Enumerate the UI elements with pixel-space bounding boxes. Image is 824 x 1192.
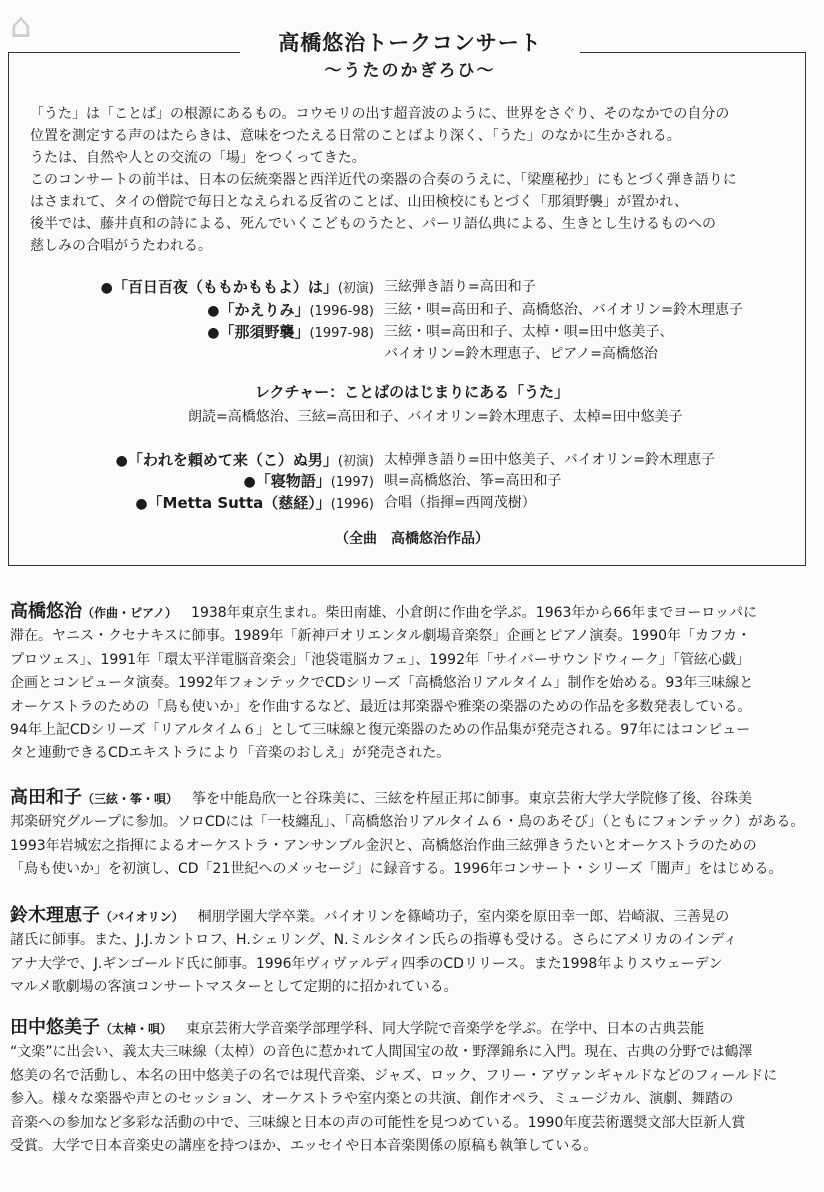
bio-line bbox=[10, 904, 815, 929]
bullet-icon: ● bbox=[243, 474, 256, 490]
decorative-logo-icon: ⌂ bbox=[10, 6, 32, 46]
bio-line: 邦楽研究グループに参加。ソロCDには「一枝纏乱」、「高橋悠治リアルタイム６・鳥のあそび」（ともにフォンテック）がある。 bbox=[10, 814, 805, 831]
bio-line bbox=[10, 786, 815, 811]
bio-name: 鈴木理恵子 bbox=[10, 905, 100, 926]
intro-line: 「うた」は「ことば」の根源にあるもの。コウモリの出す超音波のように、世界をさぐり、そのなかでの自分の bbox=[30, 106, 730, 122]
bio-line: 企画とコンピュータ演奏。1992年フォンテックでCDシリーズ「高橋悠治リアルタイム」制作を始める。93年三味線と bbox=[10, 675, 754, 692]
bio-text: 1938年東京生まれ。柴田南雄、小倉朗に作曲を学ぶ。1963年から66年までヨーロッパに bbox=[191, 605, 757, 621]
bio-role: （太棹・唄） bbox=[100, 1022, 173, 1036]
intro-text bbox=[30, 103, 790, 257]
work-title: 「寝物語」 bbox=[255, 472, 331, 490]
lecture-title: ：ことばのはじまりにある「うた」 bbox=[329, 383, 570, 401]
bio-name: 田中悠美子 bbox=[10, 1017, 100, 1038]
all-works-note: （全曲 高橋悠治作品） bbox=[335, 531, 489, 547]
bio-name: 高田和子 bbox=[10, 787, 82, 808]
performers: 合唱（指揮=西岡茂樹） bbox=[384, 495, 536, 511]
bio-line bbox=[10, 600, 815, 625]
bio-line: 94年上記CDシリーズ「リアルタイム６」として三味線と復元楽器のための作品集が発売される。97年にはコンピュー bbox=[10, 722, 751, 739]
work-note: (初演) bbox=[337, 281, 374, 296]
program-item bbox=[135, 492, 374, 516]
work-title: 「われを頼めて来（こ）ぬ男」 bbox=[127, 451, 338, 469]
bio-name: 高橋悠治 bbox=[10, 601, 82, 622]
work-title: 「那須野襲」 bbox=[219, 323, 310, 341]
bullet-icon: ● bbox=[100, 280, 113, 296]
bio-line: 受賞。大学で日本音楽史の講座を持つほか、エッセイや日本音楽関係の原稿も執筆している。 bbox=[10, 1138, 598, 1155]
program-item bbox=[207, 321, 374, 345]
bio-text: 桐朋学園大学卒業。バイオリンを篠崎功子，室内楽を原田幸一郎、岩崎淑、三善晃の bbox=[197, 909, 730, 925]
bio-tanaka bbox=[10, 1016, 815, 1158]
intro-line: うたは、自然や人との交流の「場」をつくってきた。 bbox=[30, 150, 366, 166]
bio-line: タと連動できるCDエキストラにより「音楽のおしえ」が発売された。 bbox=[10, 745, 451, 762]
work-title: 「かえりみ」 bbox=[219, 301, 310, 319]
concert-subtitle: ～うたのかぎろひ～ bbox=[324, 61, 496, 81]
intro-line: 位置を測定する声のはたらきは、意味をつたえる日常のことばより深く、「うた」のなかに生かされる。 bbox=[30, 128, 681, 144]
performers: バイオリン=鈴木理恵子、ピアノ=高橋悠治 bbox=[384, 346, 658, 362]
bio-line: オーケストラのための「鳥も使いか」を作曲するなど、最近は邦楽器や雅楽の楽器のための作品を多数発表している。 bbox=[10, 698, 752, 715]
performers: 三絃・唄=高田和子、高橋悠治、バイオリン=鈴木理恵子 bbox=[384, 302, 744, 318]
bio-takada bbox=[10, 786, 815, 882]
bio-line: 悠美の名で活動し、本名の田中悠美子の名では現代音楽、ジャズ、ロック、フリー・アヴァンギャルドなどのフィールドに bbox=[10, 1067, 778, 1084]
program-item bbox=[207, 299, 374, 323]
bio-line: 1993年岩城宏之指揮によるオーケストラ・アンサンブル金沢と、高橋悠治作曲三絃弾きうたいとオーケストラのための bbox=[10, 837, 757, 854]
bio-role: （作曲・ピアノ） bbox=[82, 606, 178, 620]
performers: 三絃弾き語り=高田和子 bbox=[384, 279, 536, 295]
program-item bbox=[244, 470, 374, 494]
work-title: 「Metta Sutta（慈経）」 bbox=[147, 494, 331, 512]
bio-line bbox=[10, 1016, 815, 1041]
work-note: (1997-98) bbox=[309, 326, 374, 341]
bio-text: 東京芸術大学音楽学部理学科、同大学院で音楽学を学ぶ。在学中、日本の古典芸能 bbox=[186, 1021, 705, 1037]
work-note: (1997) bbox=[330, 475, 374, 490]
performers: 三絃・唄=高田和子、太棹・唄=田中悠美子、 bbox=[384, 324, 674, 340]
intro-line: 後半では、藤井貞和の詩による、死んでいくこどものうたと、パーリ語仏典による、生きとし生けるものへの bbox=[30, 216, 716, 232]
title-block bbox=[240, 28, 580, 84]
bio-line: 参入。様々な楽器や声とのセッション、オーケストラや室内楽との共演、創作オペラ、ミュージカル、演劇、舞踏の bbox=[10, 1091, 734, 1108]
lecture-heading bbox=[0, 381, 824, 402]
lecture-label: レクチャー bbox=[254, 383, 330, 401]
work-title: 「百日百夜（ももかももよ）は」 bbox=[112, 278, 338, 296]
bullet-icon: ● bbox=[207, 303, 220, 319]
bio-line: “文楽”に出会い、義太夫三味線（太棹）の音色に惹かれて人間国宝の故・野澤錦糸に入門。現在、古典の分野では鶴澤 bbox=[10, 1044, 753, 1061]
work-note: (1996) bbox=[330, 497, 374, 512]
bio-line: 諸氏に師事。また、J.J.カントロフ、H.シェリング、N.ミルシタイン氏らの指導も受ける。さらにアメリカのインディ bbox=[10, 932, 738, 949]
bio-text: 筝を中能島欣一と谷珠美に、三絃を杵屋正邦に師事。東京芸術大学大学院修了後、谷珠美 bbox=[192, 791, 753, 807]
bullet-icon: ● bbox=[135, 496, 148, 512]
bio-line: 音楽への参加など多彩な活動の中で、三味線と日本の声の可能性を見つめている。1990年度芸術選奨文部大臣新人賞 bbox=[10, 1114, 746, 1131]
work-note: (1996-98) bbox=[309, 304, 374, 319]
performers: 太棹弾き語り=田中悠美子、バイオリン=鈴木理恵子 bbox=[384, 452, 716, 468]
bio-line: プロツェス」、1991年「環太平洋電脳音楽会」「池袋電脳カフェ」、1992年「サイバーサウンドウィーク」「管絃心戯」 bbox=[10, 651, 750, 668]
lecture-performers: 朗読=高橋悠治、三絃=高田和子、バイオリン=鈴木理恵子、太棹=田中悠美子 bbox=[188, 409, 683, 425]
intro-line: 慈しみの合唱がうたわれる。 bbox=[30, 238, 212, 254]
bio-line: マルメ歌劇場の客演コンサートマスターとして定期的に招かれている。 bbox=[10, 979, 458, 996]
bio-line: アナ大学で、J.ギンゴールド氏に師事。1996年ヴィヴァルディ四季のCDリリース。また1998年よりスウェーデン bbox=[10, 955, 723, 972]
program-item bbox=[101, 276, 374, 300]
bio-line: 滞在。ヤニス・クセナキスに師事。1989年「新神戸オリエンタル劇場音楽祭」企画とピアノ演奏。1990年「カフカ・ bbox=[10, 628, 751, 645]
bullet-icon: ● bbox=[207, 325, 220, 341]
bullet-icon: ● bbox=[115, 453, 128, 469]
bio-takahashi bbox=[10, 600, 815, 766]
performers: 唄=高橋悠治、筝=高田和子 bbox=[384, 473, 562, 489]
intro-line: はさまれて、タイの僧院で毎日となえられる反省のことば、山田検校にもとづく「那須野襲」が置かれ、 bbox=[30, 194, 688, 210]
bio-role: （三絃・筝・唄） bbox=[82, 792, 179, 806]
bio-role: （バイオリン） bbox=[100, 910, 184, 924]
concert-title: 高橋悠治トークコンサート bbox=[278, 31, 542, 55]
bio-line: 「鳥も使いか」を初演し、CD「21世紀へのメッセージ」に録音する。1996年コンサート・シリーズ「闇声」をはじめる。 bbox=[10, 861, 783, 878]
intro-line: このコンサートの前半は、日本の伝統楽器と西洋近代の楽器の合奏のうえに、「梁塵秘抄」にもとづく弾き語りに bbox=[30, 172, 737, 188]
bio-suzuki bbox=[10, 904, 815, 1000]
work-note: (初演) bbox=[337, 454, 374, 469]
